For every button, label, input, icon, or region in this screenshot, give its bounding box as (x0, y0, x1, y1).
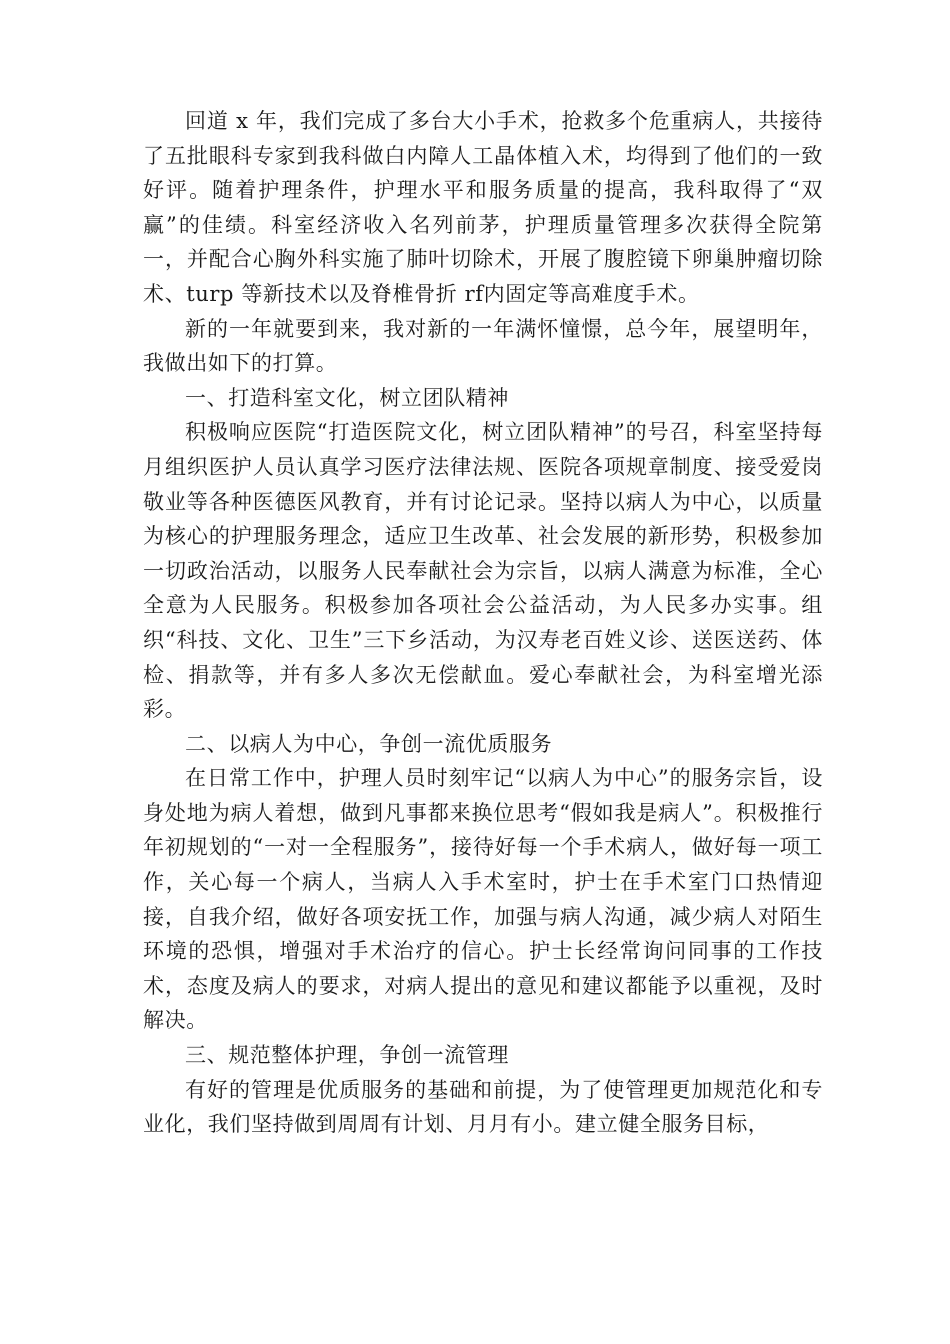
paragraph-service: 在日常工作中，护理人员时刻牢记“以病人为中心”的服务宗旨，设身处地为病人着想，做到凡事都来换位思考“假如我是病人”。积极推行年初规划的“一对一全程服务”，接待好每一个手术病人，做好每一项工作，关心每一个病人，当病人入手术室时，护士在手术室门口热情迎接，自我介绍，做好各项安抚工作，加强与病人沟通，减少病人对陌生环境的恐惧，增强对手术治疗的信心。护士长经常询问同事的工作技术，态度及病人的要求，对病人提出的意见和建议都能予以重视，及时解决。 (143, 766, 823, 1033)
paragraph-plan-intro: 新的一年就要到来，我对新的一年满怀憧憬，总今年，展望明年，我做出如下的打算。 (143, 316, 823, 376)
document-body (143, 104, 823, 1142)
paragraph-culture: 积极响应医院“打造医院文化，树立团队精神”的号召，科室坚持每月组织医护人员认真学习医疗法律法规、医院各项规章制度、接受爱岗敬业等各种医德医风教育，并有讨论记录。坚持以病人为中心，以质量为核心的护理服务理念，适应卫生改革、社会发展的新形势，积极参加一切政治活动，以服务人民奉献社会为宗旨，以病人满意为标准，全心全意为人民服务。积极参加各项社会公益活动，为人民多办实事。组织“科技、文化、卫生”三下乡活动，为汉寿老百姓义诊、送医送药、体检、捐款等，并有多人多次无偿献血。爱心奉献社会，为科室增光添彩。 (143, 420, 823, 722)
section-heading-culture: 一、打造科室文化，树立团队精神 (185, 385, 509, 410)
paragraph-review: 回道 x 年，我们完成了多台大小手术，抢救多个危重病人，共接待了五批眼科专家到我科做白内障人工晶体植入术，均得到了他们的一致好评。随着护理条件，护理水平和服务质量的提高，我科取得了“双赢”的佳绩。科室经济收入名列前茅，护理质量管理多次获得全院第一，并配合心胸外科实施了肺叶切除术，开展了腹腔镜下卵巢肿瘤切除术、turp 等新技术以及脊椎骨折 rf内固定等高难度手术。 (143, 109, 823, 306)
paragraph-management: 有好的管理是优质服务的基础和前提，为了使管理更加规范化和专业化，我们坚持做到周周有计划、月月有小。建立健全服务目标， (143, 1077, 823, 1137)
section-heading-management: 三、规范整体护理，争创一流管理 (185, 1043, 509, 1068)
section-heading-service: 二、以病人为中心，争创一流优质服务 (185, 731, 553, 756)
